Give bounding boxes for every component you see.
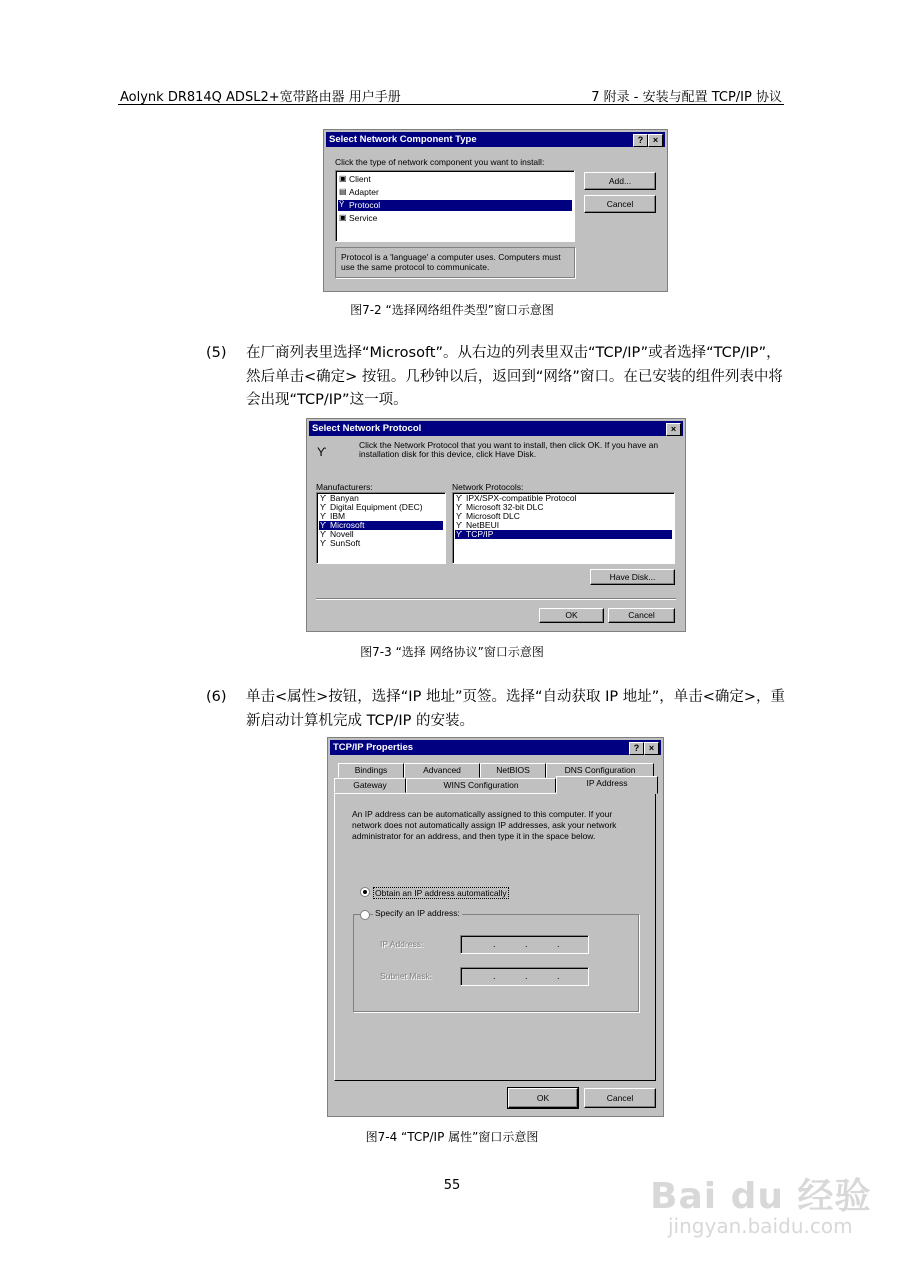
instruction-text: Click the Network Protocol that you want to install, then click OK. If you have an installation disk for this device, click Have Disk. [359,440,659,459]
dialog-titlebar [330,740,661,755]
protocol-icon: ϒ [456,521,463,530]
list-item-selected[interactable] [455,530,672,539]
subnet-mask-label: Subnet Mask: [380,971,432,981]
ok-button[interactable]: OK [508,1088,578,1108]
step-text: 单击<属性>按钮，选择“IP 地址”页签。选择“自动获取 IP 地址”，单击<确定>，重新启动计算机完成 TCP/IP 的安装。 [246,689,786,729]
protocol-icon: ϒ [456,494,463,503]
figure-caption-7-4: 图7-4 “TCP/IP 属性”窗口示意图 [365,1130,539,1144]
specify-ip-radio[interactable] [360,910,370,920]
list-item-label: IBM [330,511,346,521]
list-item-label: IPX/SPX-compatible Protocol [466,493,577,503]
close-button[interactable]: × [644,742,659,755]
protocol-icon: ϒ [320,521,327,530]
step-text: 在厂商列表里选择“Microsoft”。从右边的列表里双击“TCP/IP”或者选择“TCP/IP”，然后单击<确定> 按钮。几秒钟以后，返回到“网络”窗口。在已安装的组件列表中将会出现“TCP/IP”这一项。 [246,345,783,408]
client-icon: ▣ [339,174,347,183]
protocols-label: Network Protocols: [452,482,524,492]
specify-ip-group [353,914,639,1012]
step-number: (6) [206,689,227,705]
cancel-button[interactable]: Cancel [584,1088,656,1108]
close-button[interactable]: × [648,134,663,147]
ip-address-label: IP Address: [380,939,424,949]
tab-wins-configuration[interactable]: WINS Configuration [406,778,556,793]
ip-dot: . [493,971,496,981]
list-item-service[interactable] [338,213,572,224]
watermark-url: jingyan.baidu.com [668,1214,853,1238]
obtain-ip-label[interactable]: Obtain an IP address automatically [375,888,507,898]
list-item-adapter[interactable] [338,187,572,198]
header-rule [118,104,784,105]
have-disk-button[interactable]: Have Disk... [590,569,675,585]
protocol-icon: ϒ [320,494,327,503]
help-button[interactable]: ? [633,134,648,147]
list-item-label: Banyan [330,493,359,503]
subnet-mask-field [460,967,589,986]
protocol-icon: ϒ [320,539,327,548]
dialog-title: Select Network Protocol [312,423,422,434]
description-text: Protocol is a 'language' a computer uses. Computers must use the same protocol to communicate. [341,252,561,272]
service-icon: ▣ [339,213,347,222]
list-item[interactable] [319,539,443,548]
protocols-list[interactable] [452,492,675,564]
ip-dot: . [525,939,528,949]
ip-dot: . [557,971,560,981]
tab-ip-address[interactable]: IP Address [556,776,658,794]
header-left: Aolynk DR814Q ADSL2+宽带路由器 用户手册 [120,90,401,105]
specify-ip-label[interactable]: Specify an IP address: [375,908,460,918]
list-item-label: Client [349,174,371,184]
manufacturers-label: Manufacturers: [316,482,373,492]
watermark-logo: Bai du 经验 [650,1176,872,1217]
adapter-icon: ▤ [339,187,347,196]
list-item-label: Protocol [349,200,381,210]
list-item-label: Service [349,213,378,223]
select-component-dialog [323,129,668,292]
tcpip-properties-dialog [327,737,664,1117]
list-item-label: Digital Equipment (DEC) [330,502,423,512]
protocol-icon: ϒ [456,530,463,539]
ip-address-field [460,935,589,954]
list-item-label: Microsoft 32-bit DLC [466,502,544,512]
list-item-label: SunSoft [330,538,361,548]
step-6 [206,686,786,734]
tab-gateway[interactable]: Gateway [334,778,406,793]
step-number: (5) [206,345,227,361]
separator [316,598,676,600]
dialog-titlebar [309,421,683,436]
manufacturers-list[interactable] [316,492,446,564]
dialog-title: TCP/IP Properties [333,742,414,753]
protocol-icon: ϒ [317,445,327,459]
tab-panel [334,793,656,1081]
select-protocol-dialog [306,418,686,632]
list-item-label: Microsoft DLC [466,511,520,521]
dialog-titlebar [326,132,665,147]
description-text: An IP address can be automatically assigned to this computer. If your network does not automatically assign IP addresses, ask your network administrator for an address, and then type it in the space below. [352,809,617,841]
component-list[interactable] [335,170,575,242]
figure-caption-7-3: 图7-3 “选择 网络协议”窗口示意图 [360,645,544,659]
list-item-label: Adapter [349,187,379,197]
tab-dns-configuration[interactable]: DNS Configuration [546,763,654,778]
help-button[interactable]: ? [629,742,644,755]
list-item-client[interactable] [338,174,572,185]
list-item-label: Microsoft [330,520,365,530]
list-item-label: Novell [330,529,354,539]
figure-caption-7-2: 图7-2 “选择网络组件类型”窗口示意图 [350,303,554,317]
cancel-button[interactable]: Cancel [584,195,656,213]
ip-dot: . [525,971,528,981]
protocol-icon: Ϋ [339,200,345,209]
tab-advanced[interactable]: Advanced [404,763,480,778]
list-item-label: NetBEUI [466,520,500,530]
header-right: 7 附录 - 安装与配置 TCP/IP 协议 [591,90,782,105]
step-5 [206,342,786,414]
protocol-icon: ϒ [456,512,463,521]
ip-dot: . [493,939,496,949]
list-item-label: TCP/IP [466,529,494,539]
protocol-icon: ϒ [320,512,327,521]
obtain-ip-radio[interactable] [360,887,370,897]
ok-button[interactable]: OK [539,608,604,623]
protocol-icon: ϒ [320,530,327,539]
ip-dot: . [557,939,560,949]
protocol-icon: ϒ [456,503,463,512]
instruction-text: Click the type of network component you want to install: [335,157,545,167]
protocol-icon: ϒ [320,503,327,512]
close-button[interactable]: × [666,423,681,436]
dialog-title: Select Network Component Type [329,134,477,145]
add-button[interactable]: Add... [584,172,656,190]
page-number: 55 [443,1178,461,1193]
description-box [335,247,575,278]
list-item-protocol[interactable] [338,200,572,211]
tab-netbios[interactable]: NetBIOS [480,763,546,778]
cancel-button[interactable]: Cancel [608,608,675,623]
tab-bindings[interactable]: Bindings [338,763,404,778]
